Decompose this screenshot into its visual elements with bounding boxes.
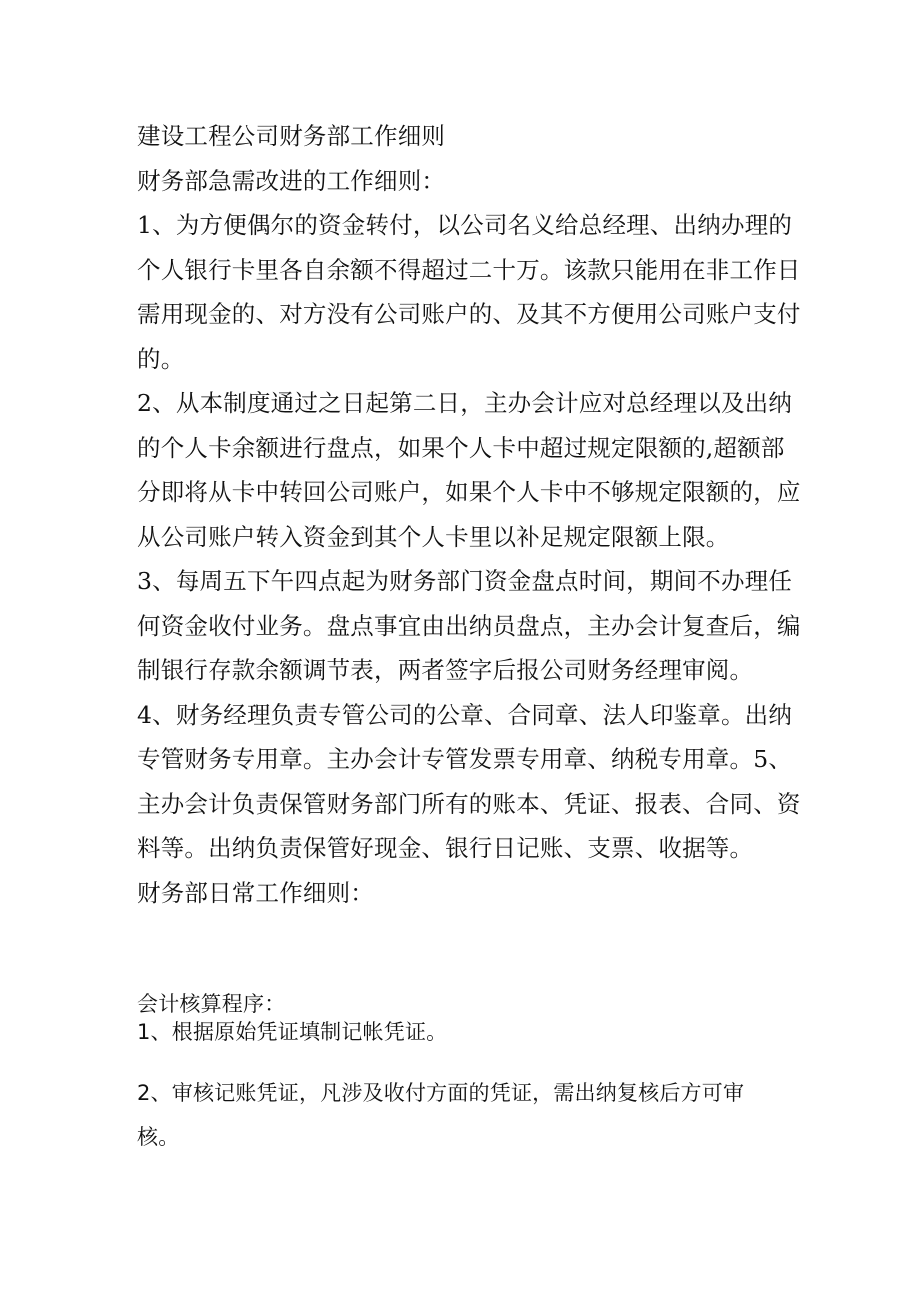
paragraph-line: 个人银行卡里各自余额不得超过二十万。该款只能用在非工作日 <box>137 255 801 284</box>
paragraph-line: 的。 <box>137 344 185 373</box>
paragraph-line: 何资金收付业务。盘点事宜由出纳员盘点，主办会计复查后，编 <box>137 611 801 640</box>
section-heading-improvements: 财务部急需改进的工作细则： <box>137 166 446 195</box>
paragraph-line: 的个人卡余额进行盘点，如果个人卡中超过规定限额的,超额部 <box>137 433 785 462</box>
paragraph-line: 制银行存款余额调节表，两者签字后报公司财务经理审阅。 <box>137 656 754 684</box>
paragraph-line: 分即将从卡中转回公司账户，如果个人卡中不够规定限额的，应 <box>137 478 801 506</box>
list-item: 2、审核记账凭证，凡涉及收付方面的凭证，需出纳复核后方可审 <box>137 1081 745 1105</box>
list-item: 1、根据原始凭证填制记帐凭证。 <box>137 1020 448 1044</box>
accounting-procedure-section <box>137 990 785 1159</box>
paragraph-line: 2、从本制度通过之日起第二日，主办会计应对总经理以及出纳 <box>137 389 793 417</box>
subsection-heading: 会计核算程序： <box>137 992 286 1016</box>
paragraph-line: 3、每周五下午四点起为财务部门资金盘点时间，期间不办理任 <box>137 567 793 595</box>
paragraph-line: 1、为方便偶尔的资金转付，以公司名义给总经理、出纳办理的 <box>137 211 793 239</box>
document-title: 建设工程公司财务部工作细则 <box>137 122 446 150</box>
paragraph-line: 4、财务经理负责专管公司的公章、合同章、法人印鉴章。出纳 <box>137 700 793 729</box>
section-heading-daily-work: 财务部日常工作细则： <box>137 878 374 907</box>
list-item-continuation: 核。 <box>137 1125 180 1149</box>
paragraph-line: 从公司账户转入资金到其个人卡里以补足规定限额上限。 <box>137 522 730 551</box>
paragraph-line: 料等。出纳负责保管好现金、银行日记账、支票、收据等。 <box>137 834 754 862</box>
paragraph-line: 需用现金的、对方没有公司账户的、及其不方便用公司账户支付 <box>137 300 801 328</box>
paragraph-line: 主办会计负责保管财务部门所有的账本、凭证、报表、合同、资 <box>137 789 801 818</box>
paragraph-line: 专管财务专用章。主办会计专管发票专用章、纳税专用章。5、 <box>137 745 793 773</box>
document-body <box>137 114 801 915</box>
